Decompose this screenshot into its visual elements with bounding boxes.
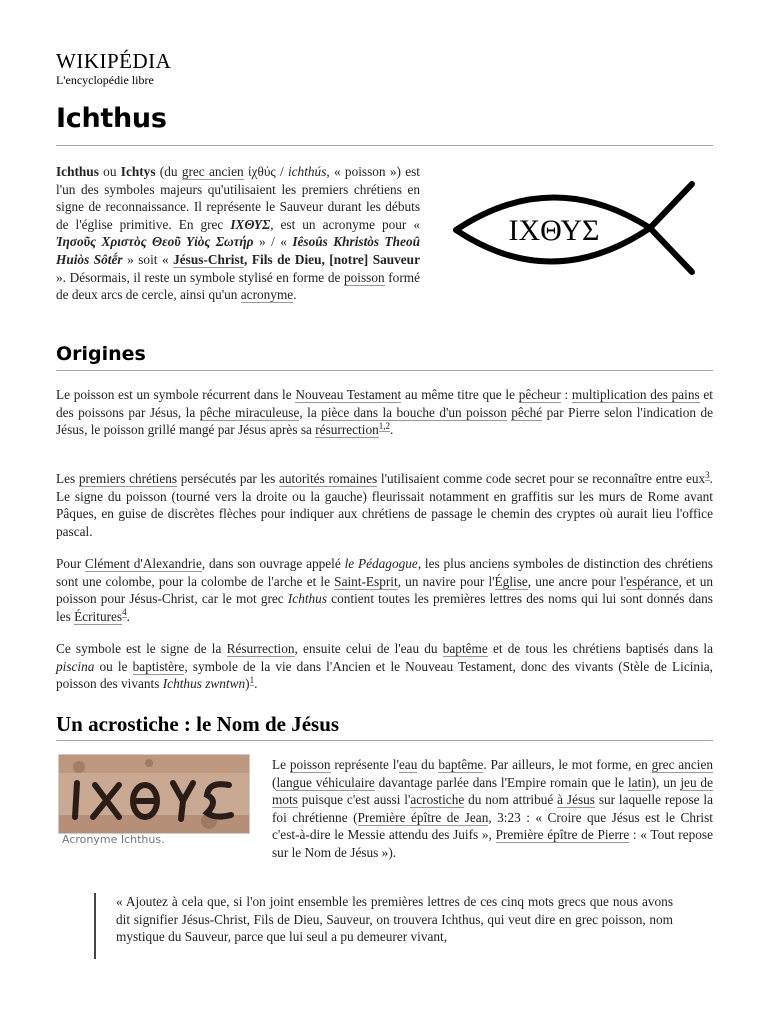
origines-paragraph-3: Pour Clément d'Alexandrie, dans son ouvrage appelé le Pédagogue, les plus anciens symboles de distinction des chrétiens sont une colombe, pour la colombe de l'arche et le Saint-Esprit, un navire pour l'Église, une ancre pour l'espérance, et un poisson pour Jésus-Christ, car le mot grec Ichthus contient toutes les premières lettres des noms qui lui sont donnés dans les Écritures$^4$. (56, 556, 713, 624)
link-premiere-epitre-pierre[interactable]: Première épître de Pierre (495, 827, 630, 843)
link-premiere-epitre-jean[interactable]: Première épître de Jean (357, 809, 489, 825)
ichthus-inscription-thumbnail[interactable] (58, 754, 250, 834)
link-clement-alexandrie[interactable]: Clément d'Alexandrie (84, 556, 202, 571)
link-bapteme-2[interactable]: baptême (438, 757, 484, 772)
link-a-jesus[interactable]: à Jésus (557, 792, 595, 808)
logo-wordmark: WIKIPÉDIA (56, 49, 172, 73)
fish-tail-lower (650, 228, 692, 272)
link-langue-vehiculaire[interactable]: langue véhiculaire (276, 774, 375, 790)
page-title: Ichthus (56, 103, 167, 134)
link-autorites-romaines[interactable]: autorités romaines (278, 471, 378, 486)
blockquote-text: « Ajoutez à cela que, si l'on joint ensemble les premières lettres de ces cinq mots grecs que nous avons dit signifier Jésus-Christ, Fils de Dieu, Sauveur, on trouvera Ichthus, qui veut dire en grec poisson, nom mystique du Sauveur, parce que lui seul a pu demeurer vivant, (116, 894, 673, 945)
ichthus-fish-image[interactable] (452, 178, 702, 278)
link-acronyme[interactable]: acronyme (240, 287, 294, 303)
logo-tagline: L'encyclopédie libre (56, 73, 154, 87)
link-jeu-de-mots[interactable]: jeu de mots (272, 774, 713, 808)
link-acrostiche[interactable]: acrostiche (410, 792, 465, 808)
ref-sup[interactable]: 1 (249, 674, 255, 685)
link-grec-ancien[interactable]: grec ancien (181, 164, 244, 179)
wikipedia-logo[interactable] (56, 50, 171, 87)
link-piece-bouche-poisson[interactable]: pièce dans la bouche d'un poisson (321, 404, 507, 420)
link-latin[interactable]: latin (627, 774, 652, 790)
section-heading-acrostiche: Un acrostiche : le Nom de Jésus (56, 712, 340, 736)
link-baptistere[interactable]: baptistère (132, 658, 185, 674)
ref-sup[interactable]: 1,2 (378, 420, 390, 431)
ref-sup[interactable]: 4 (122, 607, 127, 618)
transliteration: Iêsoûs Khristòs Theoû Huiòs Sôtḗr (56, 234, 421, 267)
link-eglise[interactable]: Église (494, 573, 528, 589)
link-jesus-christ[interactable]: Jésus-Christ (173, 251, 245, 267)
link-pecheur[interactable]: pêcheur (518, 387, 561, 402)
link-resurrection-2[interactable]: Résurrection (226, 641, 295, 656)
link-ecritures[interactable]: Écritures (74, 608, 123, 624)
origines-paragraph-4: Ce symbole est le signe de la Résurrection, ensuite celui de l'eau du baptême et de tous les chrétiens baptisés dans la piscina ou le baptistère, symbole de la vie dans l'Ancien et le Nouveau Testament, donc des vivants (Stèle de Licinia, poisson des vivants Ichthus zwntwn)$^1$. (56, 641, 714, 692)
greek-acronym: ΙΧΘΥΣ (230, 216, 271, 232)
link-poisson[interactable]: poisson (343, 269, 385, 285)
lead-term-alt: Ichtys (120, 164, 156, 179)
link-peche[interactable]: pêché (511, 404, 543, 420)
section-divider (56, 740, 713, 741)
link-multiplication-des-pains[interactable]: multiplication des pains (571, 387, 700, 402)
origines-paragraph-2: Les premiers chrétiens persécutés par les autorités romaines l'utilisaient comme code secret pour se reconnaître entre eux$^3$. Le signe du poisson (tourné vers la droite ou la gauche) fleurissait notamment en graffitis sur les murs de Rome avant Pâques, en guise de discrètes flèches pour indiquer aux chrétiens de passage le chemin des cryptes où aurait lieu l'office pascal. (56, 469, 713, 539)
link-peche-miraculeuse[interactable]: pêche miraculeuse (199, 404, 300, 420)
lead-paragraph: Ichthus ou Ichtys (du grec ancien ἰχθύς / ichthús, « poisson ») est l'un des symboles majeurs qu'utilisaient les premiers chrétiens en signe de reconnaissance. Il représente le Sauveur durant les débuts de l'église primitive. En grec ΙΧΘΥΣ, est un acronyme pour « Ἰησοῦς Χριστὸς Θεοῦ Υἱὸς Σωτήρ » / « Iêsoûs Khristòs Theoû Huiòs Sôtḗr » soit « Jésus-Christ, Fils de Dieu, [notre] Sauveur ». Désormais, il reste un symbole stylisé en forme de poisson formé de deux arcs de cercle, ainsi qu'un acronyme. (56, 164, 421, 303)
link-resurrection[interactable]: résurrection (315, 422, 379, 438)
ref-sup[interactable]: 3 (705, 469, 710, 480)
link-bapteme[interactable]: baptême (442, 641, 488, 656)
link-poisson-2[interactable]: poisson (289, 757, 331, 772)
link-premiers-chretiens[interactable]: premiers chrétiens (78, 471, 178, 486)
fish-greek-label: ΙΧΘΥΣ (508, 214, 600, 247)
link-esperance[interactable]: espérance (626, 573, 679, 589)
link-eau[interactable]: eau (398, 757, 418, 772)
greek-phrase: Ἰησοῦς Χριστὸς Θεοῦ Υἱὸς Σωτήρ (56, 234, 254, 250)
link-nouveau-testament[interactable]: Nouveau Testament (295, 387, 402, 402)
link-grec-ancien-2[interactable]: grec ancien (651, 757, 714, 772)
origines-paragraph-1: Le poisson est un symbole récurrent dans le Nouveau Testament au même titre que le pêcheur : multiplication des pains et des poissons par Jésus, la pêche miraculeuse, la pièce dans la bouche d'un poisson pêché par Pierre selon l'indication de Jésus, le poisson grillé mangé par Jésus après sa résurrection$^{1,2}$. (56, 387, 713, 438)
title-divider (56, 145, 713, 146)
thumbnail-caption: Acronyme Ichthus. (62, 833, 165, 846)
stone-inscription-image (59, 755, 249, 833)
lead-term-bold: Ichthus (56, 164, 99, 179)
blockquote-bar (94, 893, 96, 959)
acrostiche-paragraph: Le poisson représente l'eau du baptême. Par ailleurs, le mot forme, en grec ancien (langue véhiculaire davantage parlée dans l'Empire romain que le latin), un jeu de mots puisque c'est aussi l'acrostiche du nom attribué à Jésus sur laquelle repose la foi chrétienne (Première épître de Jean, 3:23 : « Croire que Jésus est le Christ c'est-à-dire le Messie attendu des Juifs », Première épître de Pierre : « Tout repose sur le Nom de Jésus »). (272, 757, 714, 860)
section-divider (56, 370, 713, 371)
section-heading-origines: Origines (56, 343, 146, 365)
fish-tail-upper (650, 184, 692, 228)
link-saint-esprit[interactable]: Saint-Esprit (334, 573, 398, 589)
